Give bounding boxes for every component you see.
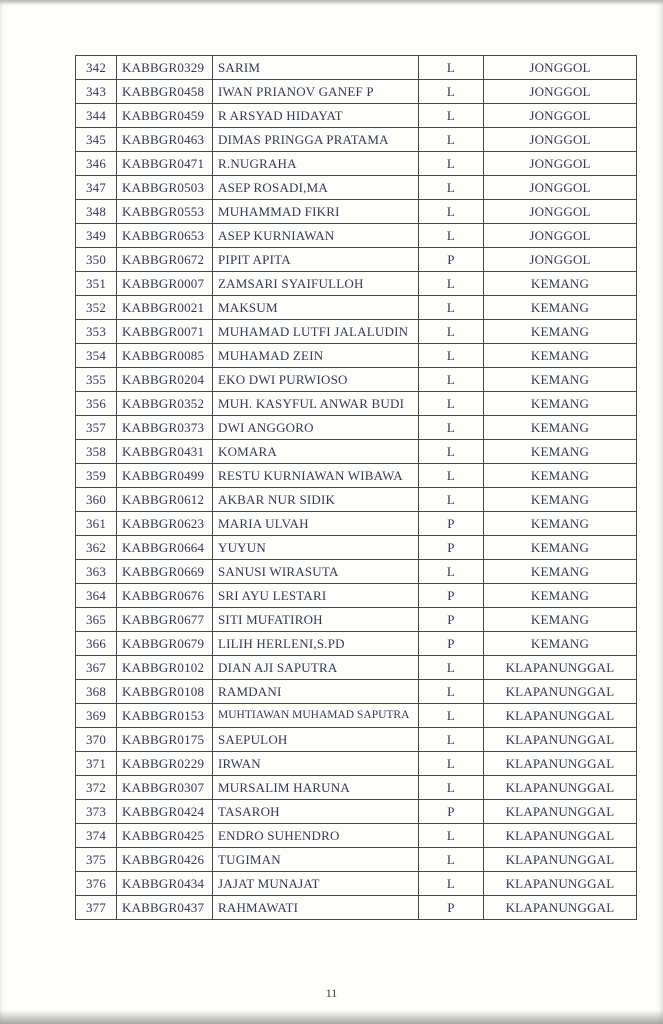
table-row: [76, 728, 637, 752]
member-name-cell: DWI ANGGORO: [213, 416, 419, 440]
member-id-cell: KABBGR0553: [117, 200, 213, 224]
row-number-cell: 367: [76, 656, 117, 680]
district-cell: KEMANG: [484, 560, 637, 584]
member-name-cell: LILIH HERLENI,S.PD: [213, 632, 419, 656]
member-id-cell: KABBGR0021: [117, 296, 213, 320]
member-name-cell: RESTU KURNIAWAN WIBAWA: [213, 464, 419, 488]
member-id-cell: KABBGR0679: [117, 632, 213, 656]
row-number-cell: 366: [76, 632, 117, 656]
district-cell: KEMANG: [484, 464, 637, 488]
district-cell: JONGGOL: [484, 176, 637, 200]
gender-cell: L: [419, 752, 484, 776]
member-name-cell: AKBAR NUR SIDIK: [213, 488, 419, 512]
row-number-cell: 358: [76, 440, 117, 464]
gender-cell: L: [419, 128, 484, 152]
district-cell: KEMANG: [484, 608, 637, 632]
scan-edge-top: [0, 0, 663, 5]
member-name-cell: TASAROH: [213, 800, 419, 824]
member-id-cell: KABBGR0425: [117, 824, 213, 848]
row-number-cell: 353: [76, 320, 117, 344]
member-name-cell: JAJAT MUNAJAT: [213, 872, 419, 896]
table-row: [76, 656, 637, 680]
member-id-cell: KABBGR0669: [117, 560, 213, 584]
district-cell: KLAPANUNGGAL: [484, 752, 637, 776]
table-row: [76, 176, 637, 200]
row-number-cell: 343: [76, 80, 117, 104]
gender-cell: L: [419, 56, 484, 80]
row-number-cell: 346: [76, 152, 117, 176]
gender-cell: P: [419, 512, 484, 536]
gender-cell: L: [419, 200, 484, 224]
row-number-cell: 351: [76, 272, 117, 296]
member-name-cell: IWAN PRIANOV GANEF P: [213, 80, 419, 104]
member-id-cell: KABBGR0229: [117, 752, 213, 776]
row-number-cell: 354: [76, 344, 117, 368]
gender-cell: P: [419, 536, 484, 560]
district-cell: KEMANG: [484, 320, 637, 344]
member-name-cell: YUYUN: [213, 536, 419, 560]
row-number-cell: 372: [76, 776, 117, 800]
member-id-cell: KABBGR0612: [117, 488, 213, 512]
member-name-cell: RAHMAWATI: [213, 896, 419, 920]
member-id-cell: KABBGR0458: [117, 80, 213, 104]
table-row: [76, 440, 637, 464]
table-row: [76, 344, 637, 368]
table-row: [76, 896, 637, 920]
member-name-cell: SITI MUFATIROH: [213, 608, 419, 632]
member-name-cell: SRI AYU LESTARI: [213, 584, 419, 608]
district-cell: KLAPANUNGGAL: [484, 728, 637, 752]
gender-cell: L: [419, 872, 484, 896]
table-row: [76, 416, 637, 440]
member-name-cell: SANUSI WIRASUTA: [213, 560, 419, 584]
member-name-cell: DIMAS PRINGGA PRATAMA: [213, 128, 419, 152]
gender-cell: P: [419, 632, 484, 656]
member-name-cell: EKO DWI PURWIOSO: [213, 368, 419, 392]
district-cell: KLAPANUNGGAL: [484, 824, 637, 848]
table-row: [76, 776, 637, 800]
district-cell: JONGGOL: [484, 224, 637, 248]
table-row: [76, 104, 637, 128]
table-row: [76, 296, 637, 320]
member-id-cell: KABBGR0431: [117, 440, 213, 464]
table-row: [76, 248, 637, 272]
member-name-cell: RAMDANI: [213, 680, 419, 704]
district-cell: KEMANG: [484, 488, 637, 512]
member-id-cell: KABBGR0153: [117, 704, 213, 728]
row-number-cell: 344: [76, 104, 117, 128]
district-cell: KLAPANUNGGAL: [484, 872, 637, 896]
row-number-cell: 348: [76, 200, 117, 224]
table-row: [76, 152, 637, 176]
gender-cell: L: [419, 416, 484, 440]
district-cell: KEMANG: [484, 272, 637, 296]
table-row: [76, 368, 637, 392]
row-number-cell: 355: [76, 368, 117, 392]
row-number-cell: 365: [76, 608, 117, 632]
gender-cell: L: [419, 848, 484, 872]
district-cell: JONGGOL: [484, 248, 637, 272]
member-id-cell: KABBGR0204: [117, 368, 213, 392]
member-id-cell: KABBGR0071: [117, 320, 213, 344]
district-cell: KEMANG: [484, 344, 637, 368]
row-number-cell: 345: [76, 128, 117, 152]
member-name-cell: ASEP KURNIAWAN: [213, 224, 419, 248]
gender-cell: L: [419, 368, 484, 392]
table-row: [76, 488, 637, 512]
district-cell: KEMANG: [484, 584, 637, 608]
gender-cell: L: [419, 104, 484, 128]
row-number-cell: 352: [76, 296, 117, 320]
row-number-cell: 359: [76, 464, 117, 488]
gender-cell: L: [419, 656, 484, 680]
district-cell: KLAPANUNGGAL: [484, 800, 637, 824]
row-number-cell: 375: [76, 848, 117, 872]
row-number-cell: 374: [76, 824, 117, 848]
table-row: [76, 848, 637, 872]
table-row: [76, 128, 637, 152]
gender-cell: L: [419, 464, 484, 488]
member-id-cell: KABBGR0102: [117, 656, 213, 680]
row-number-cell: 368: [76, 680, 117, 704]
gender-cell: P: [419, 584, 484, 608]
member-name-cell: MUH. KASYFUL ANWAR BUDI: [213, 392, 419, 416]
district-cell: KEMANG: [484, 392, 637, 416]
gender-cell: L: [419, 176, 484, 200]
gender-cell: L: [419, 272, 484, 296]
member-name-cell: SAEPULOH: [213, 728, 419, 752]
member-id-cell: KABBGR0463: [117, 128, 213, 152]
member-id-cell: KABBGR0373: [117, 416, 213, 440]
row-number-cell: 369: [76, 704, 117, 728]
table-row: [76, 704, 637, 728]
gender-cell: L: [419, 776, 484, 800]
roster-table-body: [76, 56, 637, 920]
gender-cell: L: [419, 824, 484, 848]
gender-cell: P: [419, 248, 484, 272]
district-cell: JONGGOL: [484, 128, 637, 152]
table-row: [76, 560, 637, 584]
district-cell: KLAPANUNGGAL: [484, 896, 637, 920]
district-cell: KEMANG: [484, 632, 637, 656]
gender-cell: L: [419, 440, 484, 464]
gender-cell: L: [419, 344, 484, 368]
row-number-cell: 360: [76, 488, 117, 512]
row-number-cell: 347: [76, 176, 117, 200]
row-number-cell: 377: [76, 896, 117, 920]
gender-cell: L: [419, 728, 484, 752]
member-name-cell: MURSALIM HARUNA: [213, 776, 419, 800]
member-id-cell: KABBGR0175: [117, 728, 213, 752]
gender-cell: L: [419, 392, 484, 416]
scan-edge-bottom: [0, 1010, 663, 1024]
member-id-cell: KABBGR0459: [117, 104, 213, 128]
table-row: [76, 224, 637, 248]
member-name-cell: MUHTIAWAN MUHAMAD SAPUTRA: [213, 704, 419, 728]
row-number-cell: 361: [76, 512, 117, 536]
row-number-cell: 363: [76, 560, 117, 584]
table-row: [76, 800, 637, 824]
member-id-cell: KABBGR0672: [117, 248, 213, 272]
district-cell: KLAPANUNGGAL: [484, 776, 637, 800]
table-row: [76, 56, 637, 80]
gender-cell: L: [419, 152, 484, 176]
member-name-cell: IRWAN: [213, 752, 419, 776]
member-id-cell: KABBGR0329: [117, 56, 213, 80]
district-cell: KEMANG: [484, 440, 637, 464]
member-name-cell: SARIM: [213, 56, 419, 80]
district-cell: KEMANG: [484, 536, 637, 560]
row-number-cell: 350: [76, 248, 117, 272]
roster-table: [75, 55, 637, 920]
member-id-cell: KABBGR0623: [117, 512, 213, 536]
member-name-cell: ENDRO SUHENDRO: [213, 824, 419, 848]
district-cell: JONGGOL: [484, 56, 637, 80]
member-name-cell: ASEP ROSADI,MA: [213, 176, 419, 200]
member-id-cell: KABBGR0676: [117, 584, 213, 608]
district-cell: JONGGOL: [484, 80, 637, 104]
member-id-cell: KABBGR0664: [117, 536, 213, 560]
row-number-cell: 356: [76, 392, 117, 416]
member-id-cell: KABBGR0007: [117, 272, 213, 296]
member-id-cell: KABBGR0434: [117, 872, 213, 896]
member-name-cell: MUHAMMAD FIKRI: [213, 200, 419, 224]
gender-cell: L: [419, 560, 484, 584]
row-number-cell: 370: [76, 728, 117, 752]
table-row: [76, 272, 637, 296]
district-cell: KLAPANUNGGAL: [484, 680, 637, 704]
table-row: [76, 680, 637, 704]
member-name-cell: PIPIT APITA: [213, 248, 419, 272]
member-id-cell: KABBGR0307: [117, 776, 213, 800]
member-name-cell: R.NUGRAHA: [213, 152, 419, 176]
table-row: [76, 752, 637, 776]
member-id-cell: KABBGR0352: [117, 392, 213, 416]
member-id-cell: KABBGR0499: [117, 464, 213, 488]
table-row: [76, 872, 637, 896]
member-id-cell: KABBGR0503: [117, 176, 213, 200]
table-row: [76, 536, 637, 560]
district-cell: KLAPANUNGGAL: [484, 704, 637, 728]
gender-cell: L: [419, 680, 484, 704]
gender-cell: L: [419, 704, 484, 728]
table-row: [76, 320, 637, 344]
district-cell: JONGGOL: [484, 104, 637, 128]
row-number-cell: 364: [76, 584, 117, 608]
member-name-cell: MUHAMAD ZEIN: [213, 344, 419, 368]
table-row: [76, 512, 637, 536]
table-row: [76, 632, 637, 656]
table-row: [76, 608, 637, 632]
member-name-cell: ZAMSARI SYAIFULLOH: [213, 272, 419, 296]
district-cell: KEMANG: [484, 512, 637, 536]
district-cell: JONGGOL: [484, 200, 637, 224]
member-id-cell: KABBGR0471: [117, 152, 213, 176]
district-cell: JONGGOL: [484, 152, 637, 176]
gender-cell: L: [419, 224, 484, 248]
member-id-cell: KABBGR0677: [117, 608, 213, 632]
member-id-cell: KABBGR0085: [117, 344, 213, 368]
member-id-cell: KABBGR0426: [117, 848, 213, 872]
district-cell: KEMANG: [484, 416, 637, 440]
table-row: [76, 80, 637, 104]
table-row: [76, 464, 637, 488]
gender-cell: P: [419, 896, 484, 920]
district-cell: KLAPANUNGGAL: [484, 656, 637, 680]
member-id-cell: KABBGR0108: [117, 680, 213, 704]
member-name-cell: KOMARA: [213, 440, 419, 464]
row-number-cell: 357: [76, 416, 117, 440]
row-number-cell: 373: [76, 800, 117, 824]
member-name-cell: MAKSUM: [213, 296, 419, 320]
district-cell: KEMANG: [484, 368, 637, 392]
table-row: [76, 824, 637, 848]
member-name-cell: TUGIMAN: [213, 848, 419, 872]
gender-cell: P: [419, 800, 484, 824]
row-number-cell: 362: [76, 536, 117, 560]
gender-cell: L: [419, 320, 484, 344]
row-number-cell: 342: [76, 56, 117, 80]
gender-cell: L: [419, 296, 484, 320]
table-row: [76, 200, 637, 224]
page-number: 11: [325, 986, 338, 1000]
gender-cell: L: [419, 80, 484, 104]
row-number-cell: 376: [76, 872, 117, 896]
member-name-cell: R ARSYAD HIDAYAT: [213, 104, 419, 128]
member-id-cell: KABBGR0424: [117, 800, 213, 824]
gender-cell: P: [419, 608, 484, 632]
district-cell: KEMANG: [484, 296, 637, 320]
member-name-cell: DIAN AJI SAPUTRA: [213, 656, 419, 680]
member-id-cell: KABBGR0437: [117, 896, 213, 920]
member-id-cell: KABBGR0653: [117, 224, 213, 248]
member-name-cell: MUHAMAD LUTFI JALALUDIN: [213, 320, 419, 344]
row-number-cell: 371: [76, 752, 117, 776]
gender-cell: L: [419, 488, 484, 512]
table-row: [76, 584, 637, 608]
district-cell: KLAPANUNGGAL: [484, 848, 637, 872]
member-name-cell: MARIA ULVAH: [213, 512, 419, 536]
table-row: [76, 392, 637, 416]
row-number-cell: 349: [76, 224, 117, 248]
